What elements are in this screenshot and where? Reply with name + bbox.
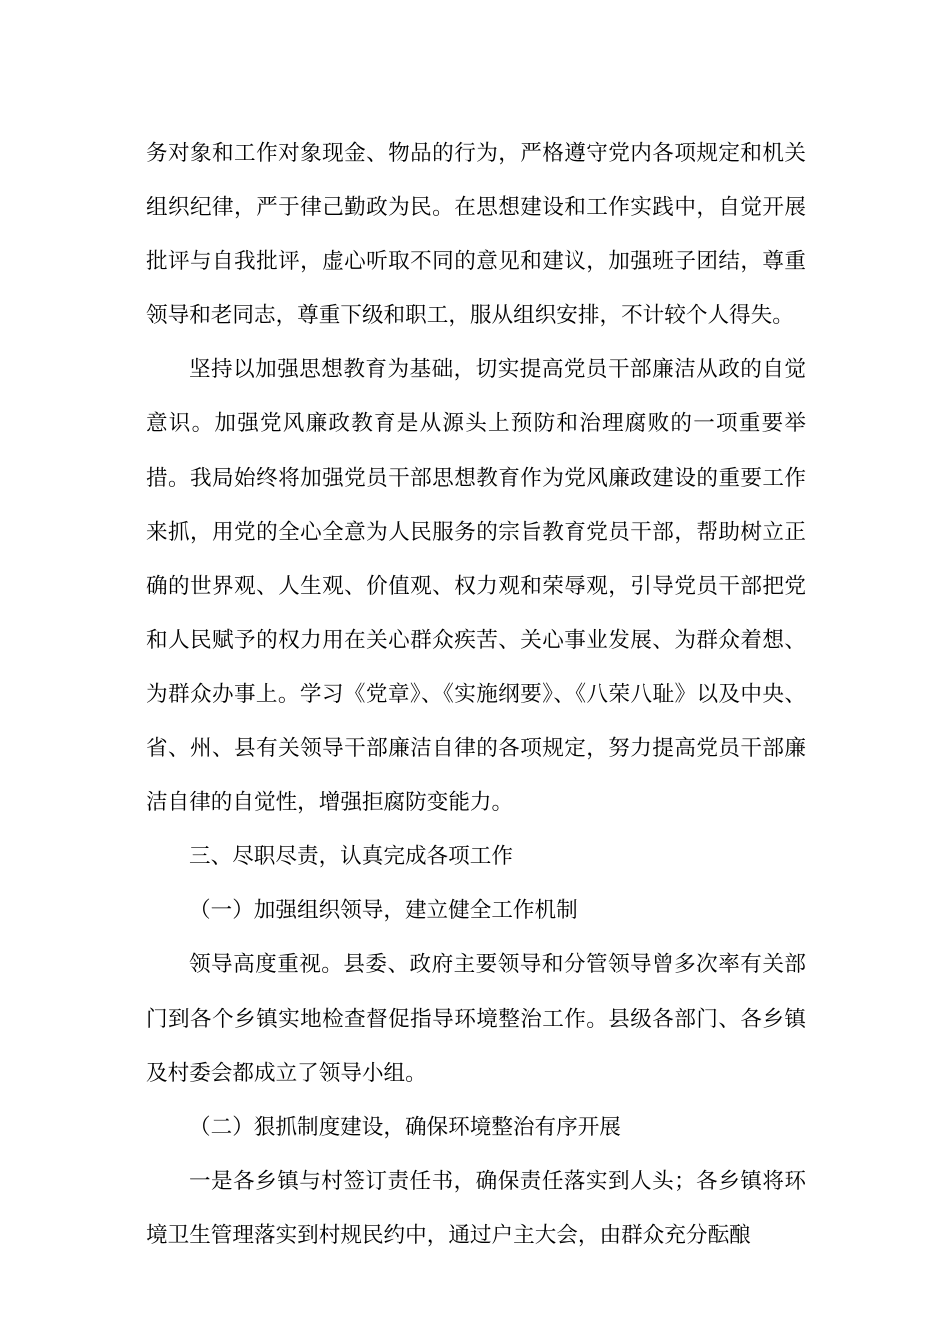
paragraph-ideological-education: 坚持以加强思想教育为基础，切实提高党员干部廉洁从政的自觉意识。加强党风廉政教育是从源头上预防和治理腐败的一项重要举措。我局始终将加强党员干部思想教育作为党风廉政建设的重要工作来抓，用党的全心全意为人民服务的宗旨教育党员干部，帮助树立正确的世界观、人生观、价值观、权力观和荣辱观，引导党员干部把党和人民赋予的权力用在关心群众疾苦、关心事业发展、为群众着想、为群众办事上。学习《党章》、《实施纲要》、《八荣八耻》以及中央、省、州、县有关领导干部廉洁自律的各项规定，努力提高党员干部廉洁自律的自觉性，增强拒腐防变能力。 [146,357,806,816]
subsection-heading-2: （二）狠抓制度建设，确保环境整治有序开展 [189,1114,621,1140]
paragraph-responsibility: 一是各乡镇与村签订责任书，确保责任落实到人头；各乡镇将环境卫生管理落实到村规民约中，通过户主大会，由群众充分酝酿 [146,1168,806,1248]
paragraph-discipline-continued: 务对象和工作对象现金、物品的行为，严格遵守党内各项规定和机关组织纪律，严于律己勤政为民。在思想建设和工作实践中，自觉开展批评与自我批评，虚心听取不同的意见和建议，加强班子团结，尊重领导和老同志，尊重下级和职工，服从组织安排，不计较个人得失。 [146,141,806,329]
document-page [146,127,806,1263]
paragraph-leadership: 领导高度重视。县委、政府主要领导和分管领导曾多次率有关部门到各个乡镇实地检查督促指导环境整治工作。县级各部门、各乡镇及村委会都成立了领导小组。 [146,952,806,1086]
subsection-heading-1: （一）加强组织领导，建立健全工作机制 [189,898,578,924]
section-heading-3: 三、尽职尽责，认真完成各项工作 [189,844,513,870]
